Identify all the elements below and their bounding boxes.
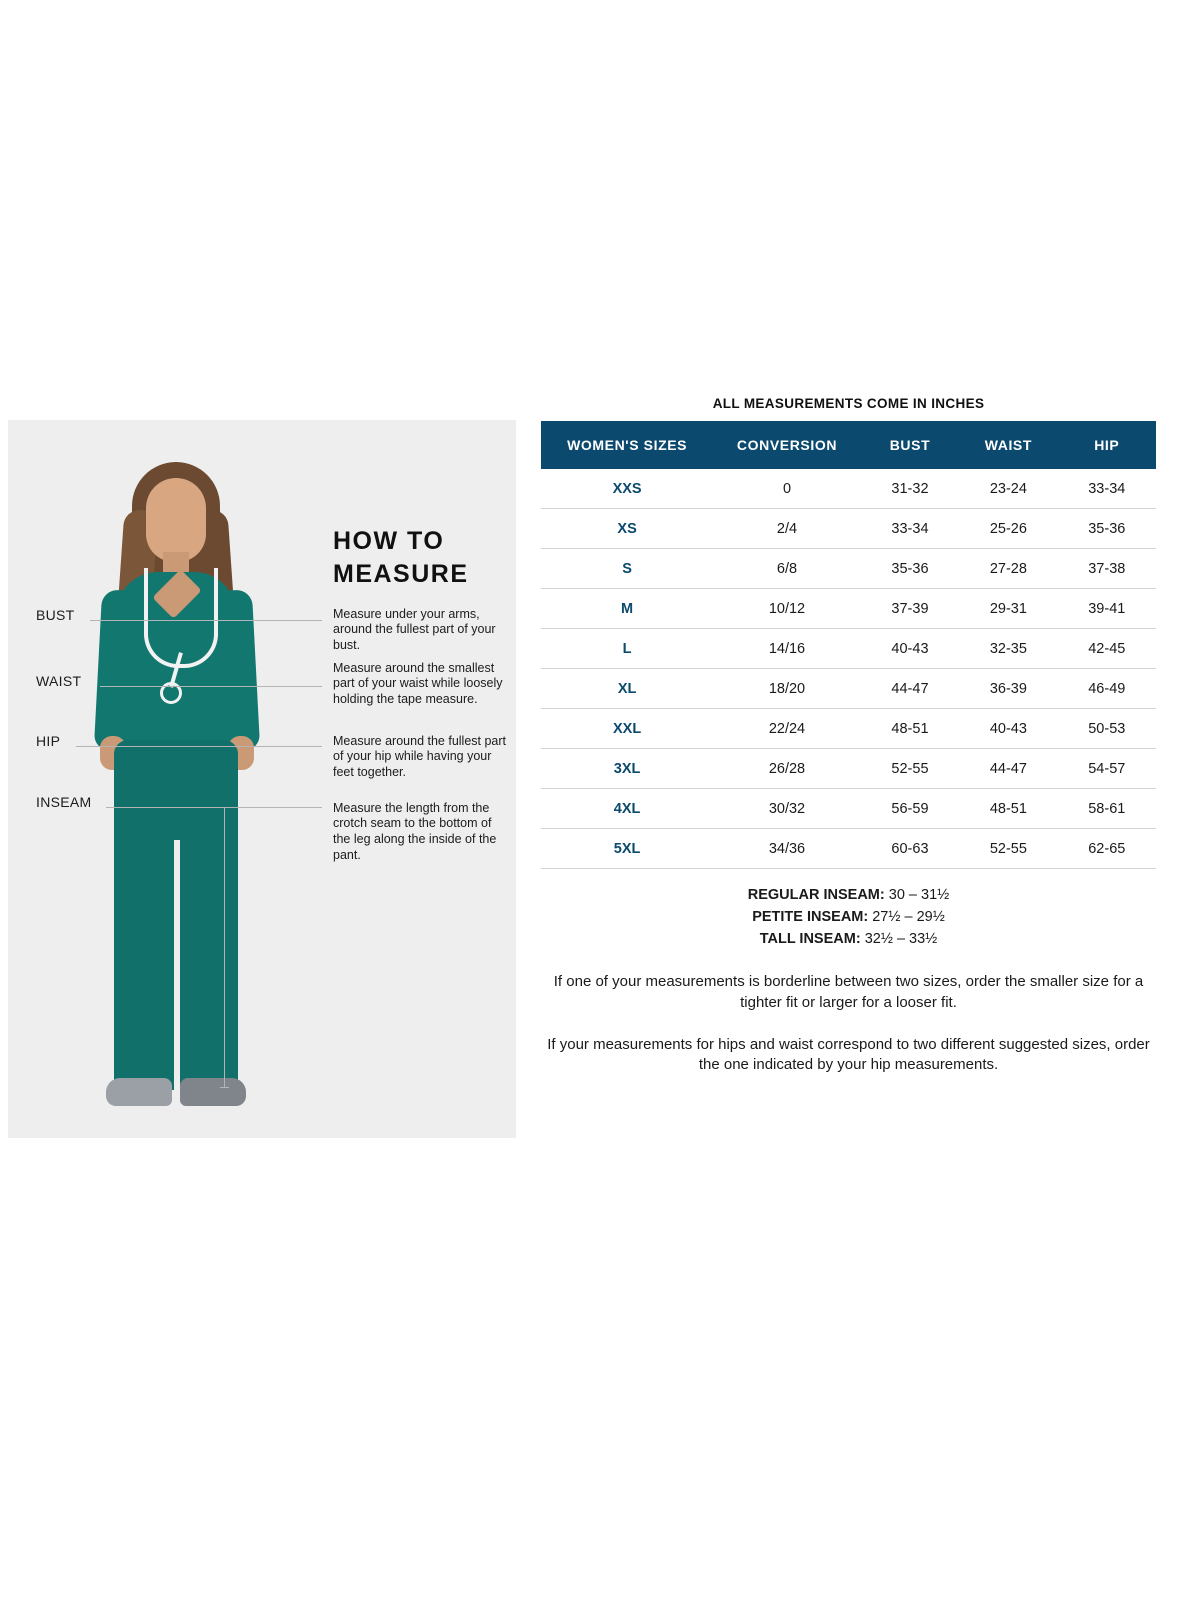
model-illustration bbox=[58, 440, 308, 1130]
cell-hip: 35-36 bbox=[1058, 509, 1156, 549]
cell-size: XL bbox=[541, 669, 713, 709]
instruction-waist: Measure around the smallest part of your waist while loosely holding the tape measure. bbox=[333, 660, 503, 707]
column-header-bust: BUST bbox=[861, 421, 959, 469]
column-header-sizes: WOMEN'S SIZES bbox=[541, 421, 713, 469]
how-to-measure-panel bbox=[8, 420, 516, 1138]
guide-label-inseam: INSEAM bbox=[36, 794, 92, 810]
cell-conversion: 34/36 bbox=[713, 829, 861, 869]
cell-size: XXL bbox=[541, 709, 713, 749]
inseam-tall bbox=[541, 929, 1156, 951]
size-chart-panel bbox=[541, 396, 1156, 1090]
cell-hip: 50-53 bbox=[1058, 709, 1156, 749]
cell-conversion: 2/4 bbox=[713, 509, 861, 549]
cell-size: XXS bbox=[541, 469, 713, 509]
guide-line-waist bbox=[100, 686, 322, 687]
inseam-regular-label: REGULAR INSEAM: bbox=[747, 887, 885, 903]
cell-conversion: 14/16 bbox=[713, 629, 861, 669]
inseam-regular bbox=[541, 885, 1156, 907]
inseam-petite-value: 27½ – 29½ bbox=[872, 908, 945, 925]
guide-line-bust bbox=[90, 620, 322, 621]
cell-bust: 33-34 bbox=[861, 509, 959, 549]
cell-hip: 58-61 bbox=[1058, 789, 1156, 829]
inseam-info bbox=[541, 885, 1156, 950]
cell-size: M bbox=[541, 589, 713, 629]
inseam-regular-value: 30 – 31½ bbox=[888, 887, 950, 903]
cell-conversion: 10/12 bbox=[713, 589, 861, 629]
cell-hip: 62-65 bbox=[1058, 829, 1156, 869]
cell-conversion: 26/28 bbox=[713, 749, 861, 789]
cell-waist: 48-51 bbox=[959, 789, 1057, 829]
cell-hip: 46-49 bbox=[1058, 669, 1156, 709]
cell-hip: 33-34 bbox=[1058, 469, 1156, 509]
guide-line-inseam-end-cap bbox=[220, 1087, 229, 1088]
table-header-row bbox=[541, 421, 1156, 469]
table-row bbox=[541, 549, 1156, 589]
cell-size: XS bbox=[541, 509, 713, 549]
model-left-shoe-icon bbox=[106, 1078, 172, 1106]
table-row bbox=[541, 789, 1156, 829]
inseam-petite-label: PETITE INSEAM: bbox=[752, 908, 869, 925]
cell-waist: 25-26 bbox=[959, 509, 1057, 549]
table-row bbox=[541, 669, 1156, 709]
guide-line-hip bbox=[76, 746, 322, 747]
cell-waist: 52-55 bbox=[959, 829, 1057, 869]
cell-waist: 36-39 bbox=[959, 669, 1057, 709]
model-leg-gap-icon bbox=[174, 840, 180, 1090]
sizing-note-borderline: If one of your measurements is borderline between two sizes, order the smaller size for a tighter fit or larger for a looser fit. bbox=[553, 973, 1144, 1011]
cell-size: 4XL bbox=[541, 789, 713, 829]
cell-bust: 40-43 bbox=[861, 629, 959, 669]
instruction-inseam: Measure the length from the crotch seam to the bottom of the leg along the inside of the pant. bbox=[333, 800, 497, 863]
table-row bbox=[541, 629, 1156, 669]
page-title bbox=[333, 525, 469, 591]
cell-hip: 42-45 bbox=[1058, 629, 1156, 669]
cell-bust: 48-51 bbox=[861, 709, 959, 749]
guide-line-inseam bbox=[106, 807, 322, 808]
cell-size: 5XL bbox=[541, 829, 713, 869]
size-chart-table bbox=[541, 421, 1156, 869]
sizing-note-hip-priority: If your measurements for hips and waist correspond to two different suggested sizes, order the one indicated by your hip measurements. bbox=[547, 1035, 1150, 1073]
guide-line-inseam-vertical bbox=[224, 807, 225, 1087]
cell-size: S bbox=[541, 549, 713, 589]
cell-bust: 56-59 bbox=[861, 789, 959, 829]
cell-waist: 29-31 bbox=[959, 589, 1057, 629]
cell-bust: 35-36 bbox=[861, 549, 959, 589]
instruction-hip: Measure around the fullest part of your hip while having your feet together. bbox=[333, 733, 507, 780]
column-header-hip: HIP bbox=[1058, 421, 1156, 469]
cell-bust: 44-47 bbox=[861, 669, 959, 709]
guide-label-waist: WAIST bbox=[36, 673, 82, 689]
cell-hip: 54-57 bbox=[1058, 749, 1156, 789]
table-body bbox=[541, 469, 1156, 869]
cell-waist: 44-47 bbox=[959, 749, 1057, 789]
table-row bbox=[541, 829, 1156, 869]
cell-waist: 23-24 bbox=[959, 469, 1057, 509]
page-title-line-1: HOW TO bbox=[333, 527, 445, 555]
cell-waist: 40-43 bbox=[959, 709, 1057, 749]
inseam-tall-value: 32½ – 33½ bbox=[864, 930, 938, 947]
cell-bust: 60-63 bbox=[861, 829, 959, 869]
cell-conversion: 18/20 bbox=[713, 669, 861, 709]
inseam-petite bbox=[541, 907, 1156, 929]
cell-bust: 31-32 bbox=[861, 469, 959, 509]
cell-waist: 32-35 bbox=[959, 629, 1057, 669]
guide-label-bust: BUST bbox=[36, 607, 75, 623]
model-right-shoe-icon bbox=[180, 1078, 246, 1106]
table-row bbox=[541, 749, 1156, 789]
model-face-icon bbox=[146, 478, 206, 562]
cell-size: L bbox=[541, 629, 713, 669]
cell-size: 3XL bbox=[541, 749, 713, 789]
table-row bbox=[541, 509, 1156, 549]
table-row bbox=[541, 469, 1156, 509]
cell-conversion: 30/32 bbox=[713, 789, 861, 829]
inseam-tall-label: TALL INSEAM: bbox=[759, 930, 861, 947]
guide-label-hip: HIP bbox=[36, 733, 61, 749]
column-header-waist: WAIST bbox=[959, 421, 1057, 469]
column-header-conversion: CONVERSION bbox=[713, 421, 861, 469]
cell-hip: 39-41 bbox=[1058, 589, 1156, 629]
cell-bust: 37-39 bbox=[861, 589, 959, 629]
page-title-line-2: MEASURE bbox=[333, 560, 469, 588]
table-row bbox=[541, 709, 1156, 749]
cell-bust: 52-55 bbox=[861, 749, 959, 789]
cell-hip: 37-38 bbox=[1058, 549, 1156, 589]
table-row bbox=[541, 589, 1156, 629]
instruction-bust: Measure under your arms, around the fullest part of your bust. bbox=[333, 606, 496, 653]
cell-conversion: 0 bbox=[713, 469, 861, 509]
measurements-unit-note: ALL MEASUREMENTS COME IN INCHES bbox=[712, 396, 985, 411]
cell-conversion: 22/24 bbox=[713, 709, 861, 749]
cell-waist: 27-28 bbox=[959, 549, 1057, 589]
cell-conversion: 6/8 bbox=[713, 549, 861, 589]
